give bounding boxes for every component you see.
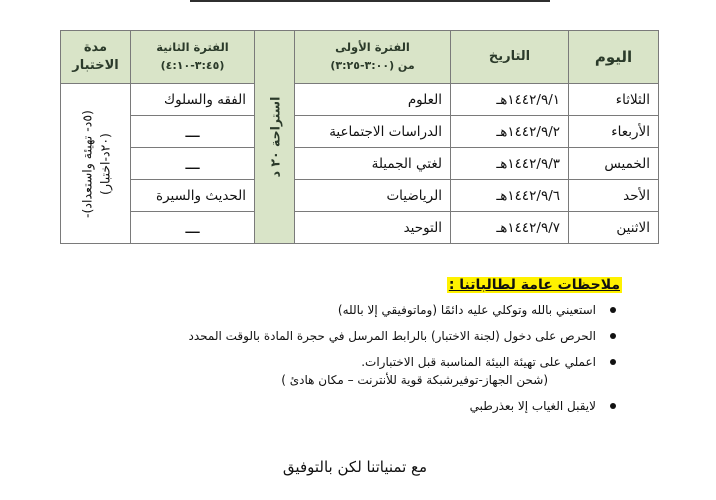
row-subject2: ـــ [131, 116, 255, 148]
note-item [200, 353, 622, 389]
row-day: الخميس [569, 148, 659, 180]
table-row [61, 148, 659, 180]
header-period1-title: الفترة الأولى [335, 40, 410, 55]
row-date: ١٤٤٢/٩/٦هـ [451, 180, 569, 212]
row-date: ١٤٤٢/٩/١هـ [451, 84, 569, 116]
header-day: اليوم [569, 31, 659, 84]
exam-schedule-table [60, 30, 659, 244]
header-duration [61, 31, 131, 84]
duration-note-line2: (٢٠د-اختبار) [96, 132, 112, 195]
header-date: التاريخ [451, 31, 569, 84]
header-duration-line2: الاختبار [72, 58, 119, 73]
row-day: الأحد [569, 180, 659, 212]
duration-column [61, 84, 131, 244]
header-period1-time: من (٣:٠٠-٣:٢٥) [330, 59, 415, 72]
table-row [61, 212, 659, 244]
row-date: ١٤٤٢/٩/٣هـ [451, 148, 569, 180]
rest-column [255, 31, 295, 244]
rest-label: استراحة ٢٠ د [266, 96, 282, 178]
notes-title: ملاحظات عامة لطالباتنا : [448, 277, 620, 293]
header-period2-time: (٣:٤٥-٤:١٠) [160, 59, 225, 72]
note-item [200, 301, 622, 319]
duration-note-line1: (٥د- تهيئة واستعداد)- [79, 109, 94, 218]
closing-wish: مع تمنياتنا لكن بالتوفيق [282, 458, 428, 476]
header-period2 [131, 31, 255, 84]
note-text: اعملي على تهيئة البيئة المناسبة قبل الاختبارات. [361, 355, 596, 369]
row-subject2: ـــ [131, 148, 255, 180]
row-date: ١٤٤٢/٩/٢هـ [451, 116, 569, 148]
row-subject1: لغتي الجميلة [295, 148, 451, 180]
note-text: الحرص على دخول (لجنة الاختبار) بالرابط المرسل في حجرة المادة بالوقت المحدد [188, 329, 596, 343]
note-item [200, 397, 622, 415]
header-period2-title: الفترة الثانية [156, 40, 229, 55]
row-subject2: الحديث والسيرة [131, 180, 255, 212]
row-day: الثلاثاء [569, 84, 659, 116]
table-row [61, 180, 659, 212]
bullet-icon [610, 403, 616, 409]
table-row [61, 84, 659, 116]
general-notes [188, 274, 622, 423]
row-date: ١٤٤٢/٩/٧هـ [451, 212, 569, 244]
notes-list [188, 301, 622, 415]
row-day: الأربعاء [569, 116, 659, 148]
bullet-icon [610, 333, 616, 339]
note-text: استعيني بالله وتوكلي عليه دائمًا (وماتوفيقي إلا بالله) [337, 303, 596, 317]
duration-note [78, 110, 113, 218]
top-border-line [190, 0, 550, 2]
header-period1 [295, 31, 451, 84]
row-subject1: الرياضيات [295, 180, 451, 212]
row-subject1: التوحيد [295, 212, 451, 244]
header-duration-line1: مدة [83, 40, 108, 56]
row-subject2: الفقه والسلوك [131, 84, 255, 116]
bullet-icon [610, 359, 616, 365]
row-subject2: ـــ [131, 212, 255, 244]
bullet-icon [610, 307, 616, 313]
row-day: الاثنين [569, 212, 659, 244]
table-row [61, 116, 659, 148]
table-header-row [61, 31, 659, 84]
row-subject1: الدراسات الاجتماعية [295, 116, 451, 148]
row-subject1: العلوم [295, 84, 451, 116]
note-subline: (شحن الجهاز-توفيرشبكة قوية للأنترنت – مكان هادئ ) [281, 373, 548, 387]
note-item [188, 327, 622, 345]
note-text: لايقبل الغياب إلا بعذرطبي [469, 399, 596, 413]
